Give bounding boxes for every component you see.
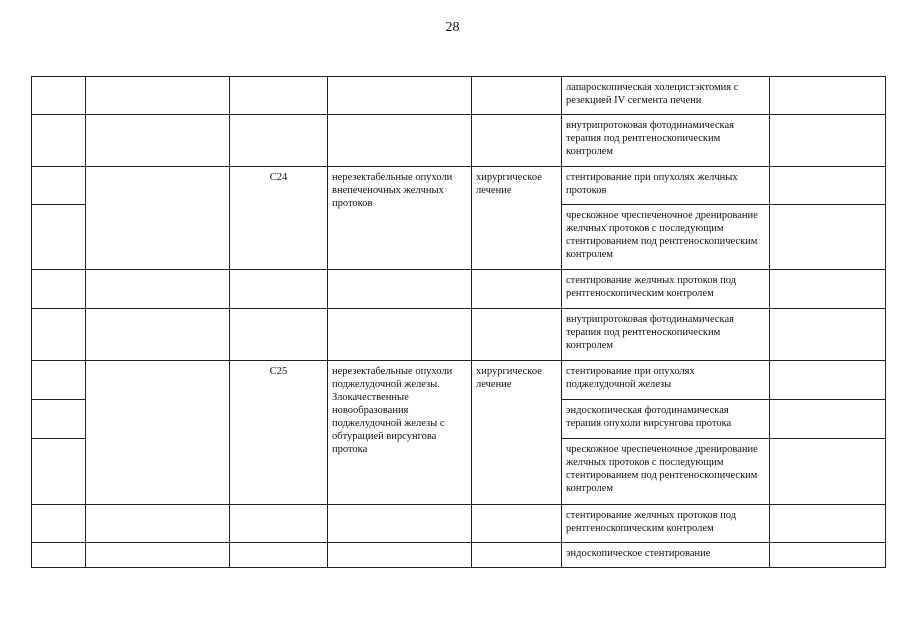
code-cell — [230, 505, 328, 543]
diagnosis-cell: нерезектабельные опухоли поджелудочной железы. Злокачественные новообразования поджелудочной железы с обтурацией вирсунгова протока — [328, 361, 472, 505]
table-row — [32, 361, 886, 400]
method-cell: эндоскопическая фотодинамическая терапия опухоли вирсунгова протока — [562, 400, 770, 439]
norm-cell — [770, 77, 886, 115]
row-number-cell — [32, 167, 86, 205]
diagnosis-cell — [328, 505, 472, 543]
treatment-cell — [472, 543, 562, 568]
norm-cell — [770, 543, 886, 568]
method-cell: чрескожное чреспеченочное дренирование желчных протоков с последующим стентированием под рентгеноскопическим контролем — [562, 439, 770, 505]
care-type-cell — [86, 505, 230, 543]
norm-cell — [770, 505, 886, 543]
table-row — [32, 115, 886, 167]
code-cell — [230, 309, 328, 361]
norm-cell — [770, 167, 886, 205]
diagnosis-cell — [328, 543, 472, 568]
diagnosis-cell — [328, 309, 472, 361]
method-cell: внутрипротоковая фотодинамическая терапия под рентгеноскопическим контролем — [562, 309, 770, 361]
norm-cell — [770, 400, 886, 439]
row-number-cell — [32, 505, 86, 543]
norm-cell — [770, 439, 886, 505]
care-type-cell — [86, 543, 230, 568]
method-cell: внутрипротоковая фотодинамическая терапия под рентгеноскопическим контролем — [562, 115, 770, 167]
code-cell: C24 — [230, 167, 328, 270]
row-number-cell — [32, 361, 86, 400]
method-cell: стентирование при опухолях желчных протоков — [562, 167, 770, 205]
treatment-cell: хирургическое лечение — [472, 167, 562, 270]
treatment-cell: хирургическое лечение — [472, 361, 562, 505]
table-row — [32, 309, 886, 361]
table-row — [32, 167, 886, 205]
norm-cell — [770, 115, 886, 167]
table-row — [32, 270, 886, 309]
method-cell: стентирование желчных протоков под рентгеноскопическим контролем — [562, 270, 770, 309]
medical-care-table — [31, 76, 886, 568]
code-cell — [230, 270, 328, 309]
method-cell: стентирование желчных протоков под рентгеноскопическим контролем — [562, 505, 770, 543]
care-type-cell — [86, 361, 230, 505]
row-number-cell — [32, 309, 86, 361]
method-cell: стентирование при опухолях поджелудочной железы — [562, 361, 770, 400]
treatment-cell — [472, 270, 562, 309]
diagnosis-cell — [328, 77, 472, 115]
table-row — [32, 505, 886, 543]
diagnosis-cell — [328, 270, 472, 309]
row-number-cell — [32, 543, 86, 568]
norm-cell — [770, 205, 886, 270]
care-type-cell — [86, 167, 230, 270]
treatment-cell — [472, 309, 562, 361]
care-type-cell — [86, 309, 230, 361]
treatment-cell — [472, 505, 562, 543]
method-cell: чрескожное чреспеченочное дренирование желчных протоков с последующим стентированием под рентгеноскопическим контролем — [562, 205, 770, 270]
code-cell: C25 — [230, 361, 328, 505]
diagnosis-cell: нерезектабельные опухоли внепеченочных желчных протоков — [328, 167, 472, 270]
norm-cell — [770, 270, 886, 309]
table-row — [32, 77, 886, 115]
diagnosis-cell — [328, 115, 472, 167]
treatment-cell — [472, 115, 562, 167]
norm-cell — [770, 361, 886, 400]
treatment-cell — [472, 77, 562, 115]
row-number-cell — [32, 400, 86, 439]
row-number-cell — [32, 270, 86, 309]
method-cell: лапароскопическая холецистэктомия с резекцией IV сегмента печени — [562, 77, 770, 115]
table-row — [32, 543, 886, 568]
norm-cell — [770, 309, 886, 361]
row-number-cell — [32, 115, 86, 167]
page-number: 28 — [445, 20, 460, 35]
code-cell — [230, 77, 328, 115]
care-type-cell — [86, 77, 230, 115]
care-type-cell — [86, 270, 230, 309]
code-cell — [230, 115, 328, 167]
method-cell: эндоскопическое стентирование — [562, 543, 770, 568]
care-type-cell — [86, 115, 230, 167]
row-number-cell — [32, 439, 86, 505]
code-cell — [230, 543, 328, 568]
row-number-cell — [32, 77, 86, 115]
row-number-cell — [32, 205, 86, 270]
